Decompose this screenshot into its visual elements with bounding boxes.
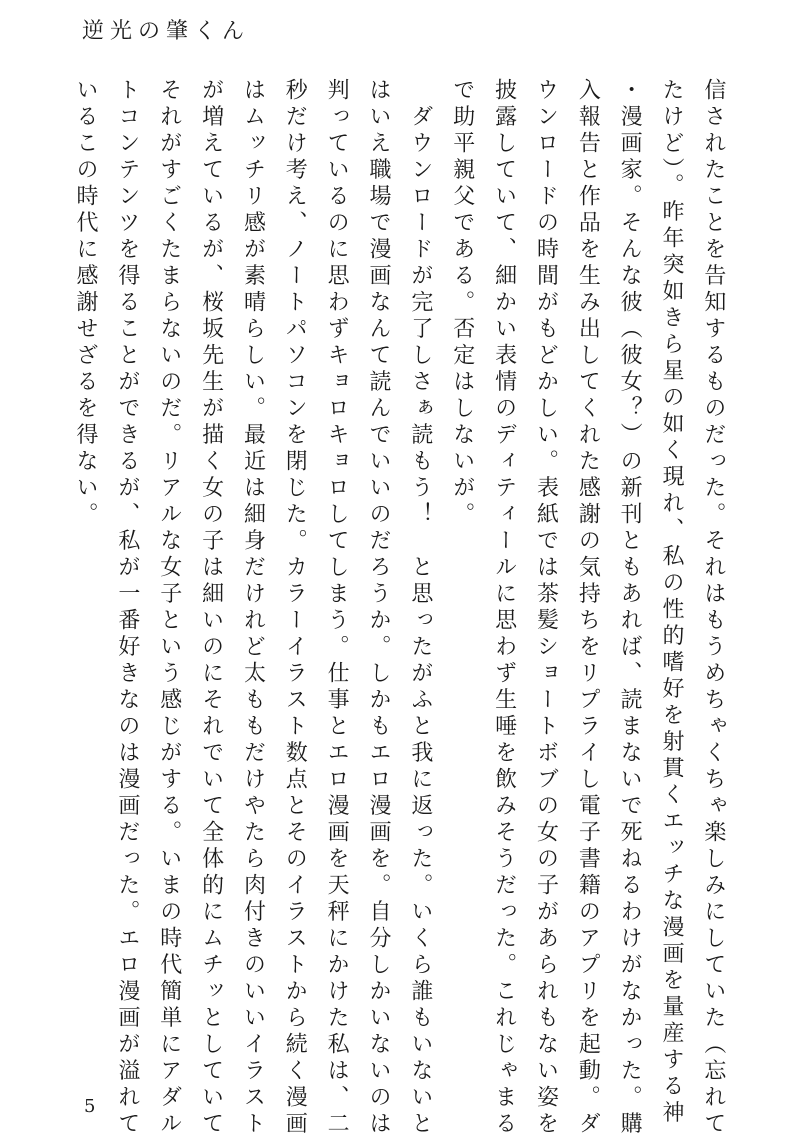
- vertical-body-text: [73, 78, 726, 1138]
- text-column: いるこの時代に感謝せざるを得ない。: [73, 78, 98, 529]
- page-number: 5: [84, 1096, 96, 1117]
- text-column: 信されたことを告知するものだった。それはもうめちゃくちゃ楽しみにしていた（忘れて: [700, 78, 726, 1138]
- text-column: ・漫画家。そんな彼（彼女？）の新刊ともあれば、読まないで死ねるわけがなかった。購: [617, 78, 643, 1138]
- text-column: はいえ職場で漫画なんて読んでいいのだろうか。しかもエロ漫画を。自分しかいないのは: [366, 78, 392, 1138]
- text-column: ウンロードの時間がもどかしい。表紙では茶髪ショートボブの女の子があられもない姿を: [533, 78, 559, 1138]
- text-column: トコンテンツを得ることができるが、私が一番好きなのは漫画だった。エロ漫画が溢れて: [114, 78, 140, 1138]
- text-column: それがすごくたまらないのだ。リアルな女子という感じがする。いまの時代簡単にアダル: [156, 78, 182, 1138]
- text-column: 秒だけ考え、ノートパソコンを閉じた。カラーイラスト数点とそのイラストから続く漫画: [282, 78, 308, 1138]
- text-column: で助平親父である。否定はしないが。: [449, 78, 475, 529]
- text-column: たけど）。昨年突如きら星の如く現れ、私の性的嗜好を射貫くエッチな漫画を量産する神: [659, 78, 685, 1127]
- text-column: ダウンロードが完了しさぁ読もう！ と思ったがふと我に返った。いくら誰もいないと: [407, 78, 433, 1138]
- text-column: 披露していて、細かい表情のディティールに思わず生唾を飲みそうだった。これじゃまる: [491, 78, 517, 1138]
- text-column: が増えているが、桜坂先生が描く女の子は細いのにそれでいて全体的にムチッとしていて: [198, 78, 224, 1138]
- text-column: はムッチリ感が素晴らしい。最近は細身だけれど太ももだけやたら肉付きのいいイラスト: [240, 78, 266, 1138]
- text-column: 判っているのに思わずキョロキョロしてしまう。仕事とエロ漫画を天秤にかけた私は、二: [324, 78, 350, 1138]
- running-head-title: 逆光の肇くん: [82, 19, 251, 44]
- text-column: 入報告と作品を生み出してくれた感謝の気持ちをリプライし電子書籍のアプリを起動。ダ: [575, 78, 601, 1138]
